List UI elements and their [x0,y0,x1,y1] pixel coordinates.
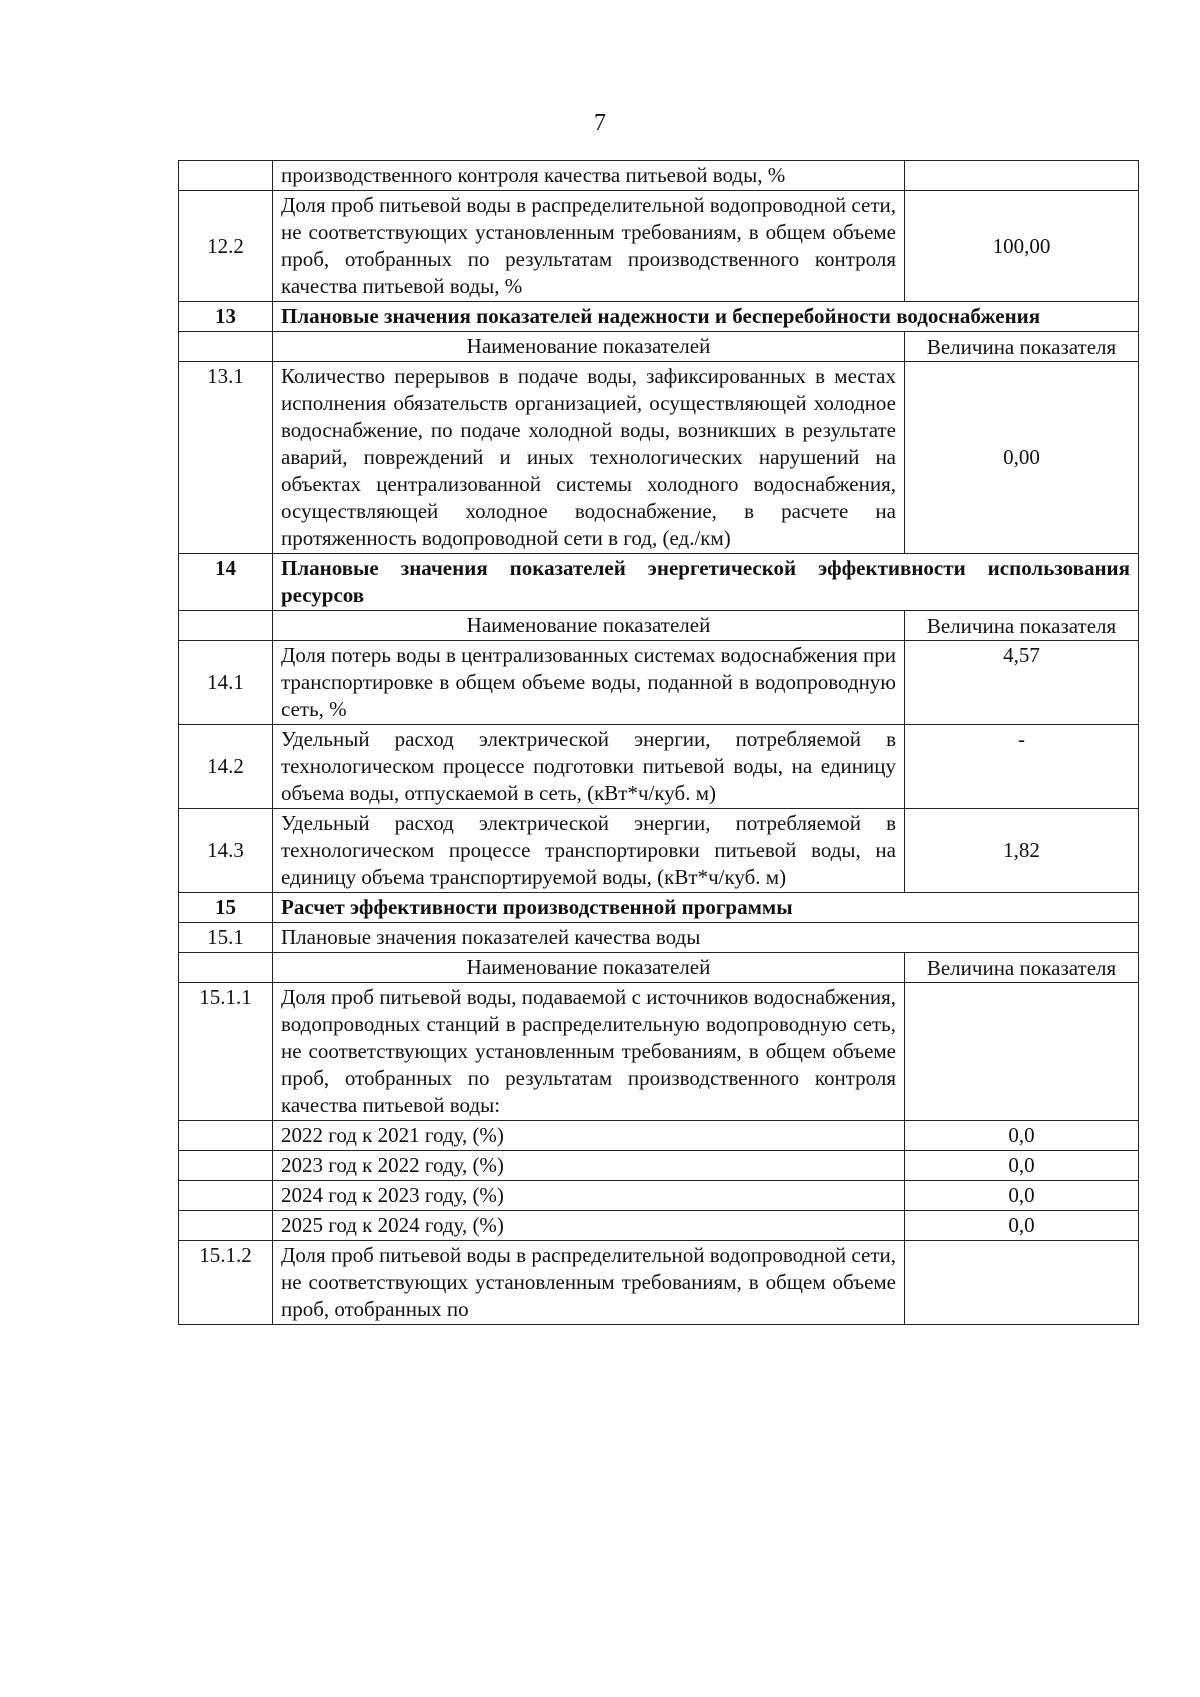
row-number: 15.1.1 [179,983,273,1121]
indicator-value: 1,82 [905,809,1139,893]
header-row [179,611,1139,641]
page-number: 7 [594,110,606,136]
row-number [179,1121,273,1151]
row-number [179,953,273,983]
row-number: 13 [179,302,273,332]
indicator-value [905,161,1139,191]
table-row [179,362,1139,554]
table-row [179,983,1139,1121]
row-number: 15.1 [179,923,273,953]
indicator-name: производственного контроля качества питьевой воды, % [273,161,905,191]
indicator-name: Доля потерь воды в централизованных системах водоснабжения при транспортировке в общем объеме воды, поданной в водопроводную сеть, % [273,641,905,725]
column-header-name: Наименование показателей [273,611,905,641]
table-row [179,1121,1139,1151]
indicator-name: Удельный расход электрической энергии, потребляемой в технологическом процессе подготовки питьевой воды, на единицу объема воды, отпускаемой в сеть, (кВт*ч/куб. м) [273,725,905,809]
column-header-name: Наименование показателей [273,332,905,362]
section-row [179,302,1139,332]
table-row [179,1211,1139,1241]
section-title: Расчет эффективности производственной программы [273,893,1139,923]
table-row [179,809,1139,893]
section-title: Плановые значения показателей надежности и бесперебойности водоснабжения [273,302,1139,332]
indicator-value: 100,00 [905,191,1139,302]
indicator-value: 0,0 [905,1151,1139,1181]
indicator-name: 2025 год к 2024 году, (%) [273,1211,905,1241]
column-header-value: Величина показателя [905,611,1139,641]
section-row [179,893,1139,923]
column-header-value: Величина показателя [905,332,1139,362]
table-row [179,725,1139,809]
indicator-value [905,1241,1139,1325]
indicator-value [905,983,1139,1121]
indicator-name: 2024 год к 2023 году, (%) [273,1181,905,1211]
indicator-name: Доля проб питьевой воды, подаваемой с источников водоснабжения, водопроводных станций в распределительную водопроводную сеть, не соответствующих установленным требованиям, в общем объеме проб, отобранных по результатам производственного контроля качества питьевой воды: [273,983,905,1121]
indicator-value: 0,0 [905,1121,1139,1151]
indicator-name: 2023 год к 2022 году, (%) [273,1151,905,1181]
row-number: 14.1 [179,641,273,725]
row-number: 14.2 [179,725,273,809]
table-row [179,191,1139,302]
row-number: 12.2 [179,191,273,302]
header-row [179,332,1139,362]
indicator-value: 0,0 [905,1211,1139,1241]
indicator-name: Доля проб питьевой воды в распределительной водопроводной сети, не соответствующих установленным требованиям, в общем объеме проб, отобранных по результатам производственного контроля качества питьевой воды, % [273,191,905,302]
row-number: 14 [179,554,273,611]
row-number [179,332,273,362]
row-number [179,611,273,641]
indicator-value: - [905,725,1139,809]
indicators-table [178,160,1139,1325]
table-row [179,923,1139,953]
row-number [179,1151,273,1181]
table-row [179,161,1139,191]
column-header-value: Величина показателя [905,953,1139,983]
section-row [179,554,1139,611]
header-row [179,953,1139,983]
row-number [179,1211,273,1241]
indicator-value: 0,00 [905,362,1139,554]
row-number [179,1181,273,1211]
indicator-name: 2022 год к 2021 году, (%) [273,1121,905,1151]
indicator-value: 4,57 [905,641,1139,725]
indicator-name: Количество перерывов в подаче воды, зафиксированных в местах исполнения обязательств организацией, осуществляющей холодное водоснабжение, по подаче холодной воды, возникших в результате аварий, повреждений и иных технологических нарушений на объектах централизованной системы холодного водоснабжения, осуществляющей холодное водоснабжение, в расчете на протяженность водопроводной сети в год, (ед./км) [273,362,905,554]
row-number: 15 [179,893,273,923]
table-row [179,1151,1139,1181]
subsection-title: Плановые значения показателей качества воды [273,923,1139,953]
row-number [179,161,273,191]
table-row [179,641,1139,725]
indicator-value: 0,0 [905,1181,1139,1211]
table-row [179,1241,1139,1325]
row-number: 13.1 [179,362,273,554]
indicator-name: Удельный расход электрической энергии, потребляемой в технологическом процессе транспортировки питьевой воды, на единицу объема транспортируемой воды, (кВт*ч/куб. м) [273,809,905,893]
column-header-name: Наименование показателей [273,953,905,983]
table-body [179,161,1139,1325]
row-number: 15.1.2 [179,1241,273,1325]
section-title: Плановые значения показателей энергетической эффективности использования ресурсов [273,554,1139,611]
indicator-name: Доля проб питьевой воды в распределительной водопроводной сети, не соответствующих установленным требованиям, в общем объеме проб, отобранных по [273,1241,905,1325]
row-number: 14.3 [179,809,273,893]
table-row [179,1181,1139,1211]
